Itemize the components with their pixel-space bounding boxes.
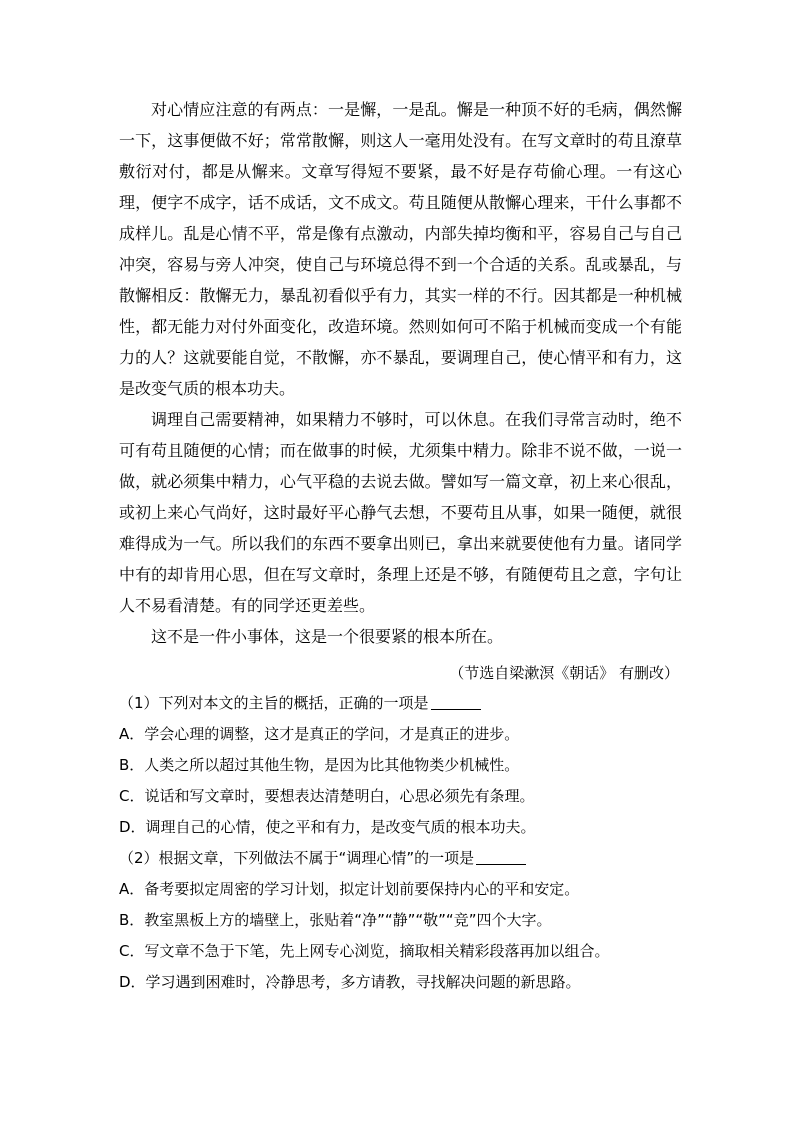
question-2-option-b: B．教室黑板上方的墙壁上，张贴着“净”“静”“敬”“竞”四个大字。 — [119, 911, 552, 929]
passage-paragraph-2: 调理自己需要精神，如果精力不够时，可以休息。在我们寻常言动时，绝不可有苟且随便的心情；而在做事的时候，尤须集中精力。除非不说不做，一说一做，就必须集中精力，心气平稳的去说去做。譬如写一篇文章，初上来心很乱，或初上来心气尚好，这时最好平心静气去想，不要苟且从事，如果一随便，就很难得成为一气。所以我们的东西不要拿出则已，拿出来就要使他有力量。诸同学中有的却肯用心思，但在写文章时，条理上还是不够，有随便苟且之意，字句让人不易看清楚。有的同学还更差些。 — [119, 410, 682, 615]
question-2-option-c: C．写文章不急于下笔，先上网专心浏览，摘取相关精彩段落再加以组合。 — [119, 942, 610, 960]
answer-blank-2 — [476, 850, 526, 865]
answer-blank-1 — [431, 695, 481, 710]
question-1-option-d: D．调理自己的心情，使之平和有力，是改变气质的根本功夫。 — [119, 818, 536, 836]
question-2-option-d: D．学习遇到困难时，冷静思考，多方请教，寻找解决问题的新思路。 — [119, 973, 581, 991]
question-2-stem: （2）根据文章，下列做法不属于“调理心情”的一项是 — [119, 843, 682, 874]
passage — [119, 94, 682, 652]
question-1-option-a: A．学会心理的调整，这才是真正的学问，才是真正的进步。 — [119, 725, 520, 743]
questions — [119, 688, 682, 998]
passage-source: （节选自梁漱溟《朝话》 有删改） — [449, 664, 679, 682]
question-2-option-a: A．备考要拟定周密的学习计划，拟定计划前要保持内心的平和安定。 — [119, 880, 580, 898]
question-1-option-c: C．说话和写文章时，要想表达清楚明白，心思必须先有条理。 — [119, 787, 535, 805]
passage-paragraph-1: 对心情应注意的有两点：一是懈，一是乱。懈是一种顶不好的毛病，偶然懈一下，这事便做不好；常常散懈，则这人一毫用处没有。在写文章时的苟且潦草敷衍对付，都是从懈来。文章写得短不要紧，最不好是存苟偷心理。一有这心理，便字不成字，话不成话，文不成文。苟且随便从散懈心理来，干什么事都不成样儿。乱是心情不平，常是像有点激动，内部失掉均衡和平，容易自己与自己冲突，容易与旁人冲突，使自己与环境总得不到一个合适的关系。乱或暴乱，与散懈相反：散懈无力，暴乱初看似乎有力，其实一样的不行。因其都是一种机械性，都无能力对付外面变化，改造环境。然则如何可不陷于机械而变成一个有能力的人？这就要能自觉，不散懈，亦不暴乱，要调理自己，使心情平和有力，这是改变气质的根本功夫。 — [119, 100, 682, 398]
question-1-stem: （1）下列对本文的主旨的概括，正确的一项是 — [119, 688, 682, 719]
passage-paragraph-3: 这不是一件小事体，这是一个很要紧的根本所在。 — [151, 627, 504, 646]
question-1-option-b: B．人类之所以超过其他生物，是因为比其他物类少机械性。 — [119, 756, 520, 774]
